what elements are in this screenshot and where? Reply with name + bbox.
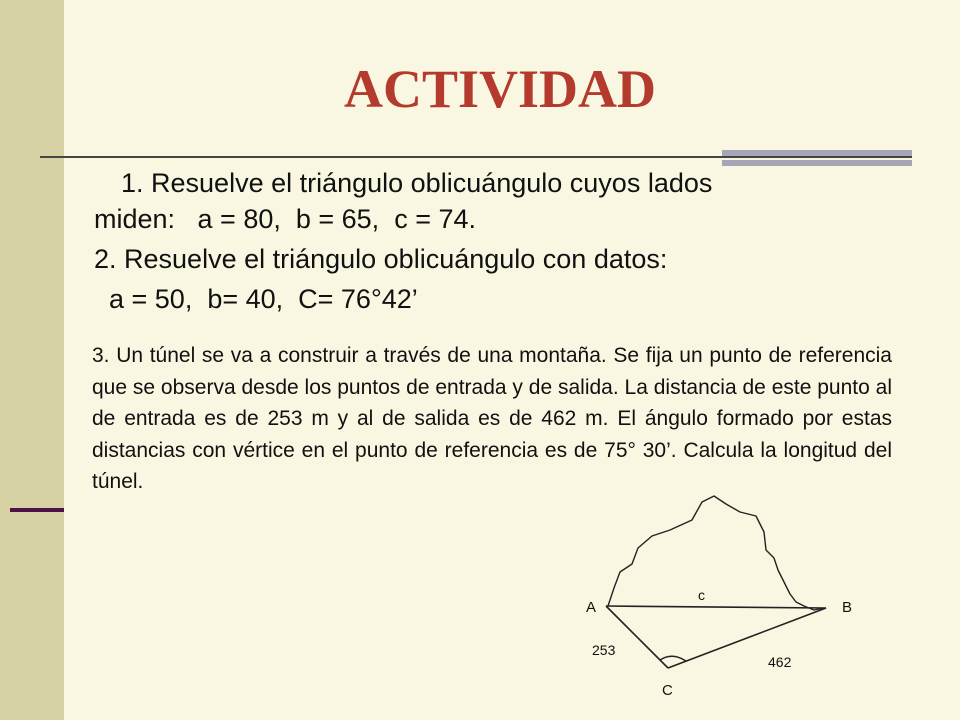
title-divider <box>40 156 912 158</box>
problem2-line2: a = 50, b= 40, C= 76°42’ <box>109 284 418 314</box>
side-bc-length: 462 <box>768 654 792 670</box>
tunnel-diagram <box>560 490 880 710</box>
side-c-label: c <box>698 587 705 603</box>
problem1-line1: 1. Resuelve el triángulo oblicuángulo cuyos lados <box>121 168 713 198</box>
side-ab-tunnel <box>606 606 826 608</box>
vertex-a-label: A <box>586 599 597 616</box>
mountain-outline <box>608 496 824 610</box>
side-ac-length: 253 <box>592 642 616 658</box>
problem1-line2: miden: a = 80, b = 65, c = 74. <box>94 204 476 234</box>
side-ac <box>606 606 668 668</box>
vertex-c-label: C <box>662 682 673 699</box>
problem3-paragraph: 3. Un túnel se va a construir a través de una montaña. Se fija un punto de referencia que se observa desde los puntos de entrada y de salida. La distancia de este punto al de entrada es de 253 m y al de salida es de 462 m. El ángulo formado por estas distancias con vértice en el punto de referencia es de 75° 30’. Calcula la longitud del túnel. <box>92 344 892 493</box>
side-bc <box>668 608 826 668</box>
page-title: ACTIVIDAD <box>343 59 657 119</box>
angle-arc-c <box>660 656 686 661</box>
problem2-line1: 2. Resuelve el triángulo oblicuángulo con datos: <box>94 244 668 274</box>
side-band-accent-line <box>10 508 64 512</box>
vertex-b-label: B <box>842 599 853 616</box>
gray-rule-bottom <box>722 160 912 166</box>
